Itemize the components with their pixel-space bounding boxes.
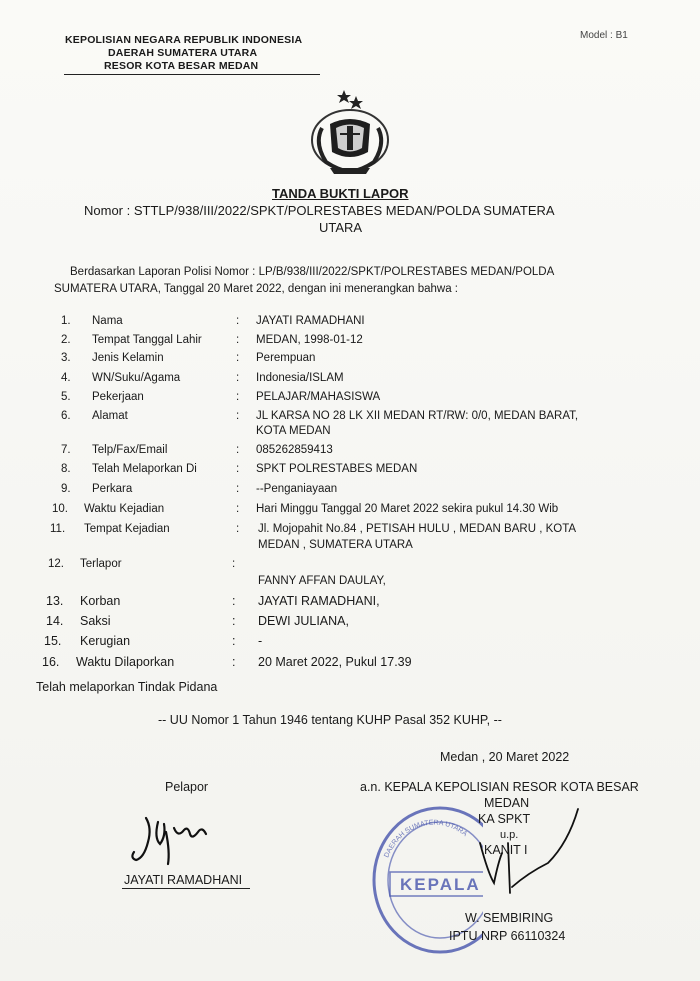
list-item: [0, 352, 700, 370]
item-colon: :: [236, 463, 240, 475]
intro-line-2: SUMATERA UTARA, Tanggal 20 Maret 2022, dengan ini menerangkan bahwa :: [54, 283, 459, 295]
an-line-1: a.n. KEPALA KEPOLISIAN RESOR KOTA BESAR: [360, 780, 639, 794]
item-value: JL KARSA NO 28 LK XII MEDAN RT/RW: 0/0, MEDAN BARAT,: [256, 410, 579, 422]
tindak-pidana-label: Telah melaporkan Tindak Pidana: [36, 680, 218, 694]
item-value: PELAJAR/MAHASISWA: [256, 391, 381, 403]
list-item-continuation: [0, 539, 700, 557]
item-colon: :: [232, 614, 236, 628]
item-value: 20 Maret 2022, Pukul 17.39: [258, 655, 412, 669]
list-item: [0, 315, 700, 333]
item-number: 5.: [61, 391, 71, 403]
item-colon: :: [236, 483, 240, 495]
item-value: MEDAN, 1998-01-12: [256, 334, 363, 346]
item-number: 11.: [50, 523, 66, 535]
list-item: [0, 558, 700, 576]
item-value: SPKT POLRESTABES MEDAN: [256, 463, 418, 475]
item-colon: :: [236, 352, 240, 364]
item-label: Waktu Dilaporkan: [76, 655, 175, 669]
list-item: [0, 463, 700, 481]
item-label: Perkara: [92, 483, 133, 495]
ka-spkt: KA SPKT: [478, 812, 531, 826]
item-label: Jenis Kelamin: [92, 352, 164, 364]
item-value-line-2: MEDAN , SUMATERA UTARA: [258, 539, 413, 551]
item-value: 085262859413: [256, 444, 333, 456]
item-number: 15.: [44, 634, 62, 648]
item-label: Korban: [80, 594, 121, 608]
item-number: 16.: [42, 655, 60, 669]
place-date: Medan , 20 Maret 2022: [440, 750, 570, 764]
item-label: Tempat Tanggal Lahir: [92, 334, 202, 346]
uu-reference: -- UU Nomor 1 Tahun 1946 tentang KUHP Pasal 352 KUHP, --: [158, 713, 502, 727]
list-item: [0, 634, 700, 652]
item-label: Tempat Kejadian: [84, 523, 170, 535]
up-label: u.p.: [500, 829, 519, 841]
item-number: 3.: [61, 352, 71, 364]
pelapor-name: JAYATI RAMADHANI: [124, 873, 243, 887]
item-value: JAYATI RAMADHANI: [256, 315, 365, 327]
item-label: Terlapor: [80, 558, 122, 570]
header-line-1: KEPOLISIAN NEGARA REPUBLIK INDONESIA: [65, 34, 303, 46]
item-number: 4.: [61, 372, 71, 384]
stamp-ring-text: DAERAH SUMATERA UTARA: [383, 819, 469, 859]
item-label: Waktu Kejadian: [84, 503, 165, 515]
list-item: [0, 614, 700, 632]
an-line-2: MEDAN: [484, 796, 530, 810]
item-value: Hari Minggu Tanggal 20 Maret 2022 sekira pukul 14.30 Wib: [256, 503, 559, 515]
item-colon: :: [232, 634, 236, 648]
header-line-2: DAERAH SUMATERA UTARA: [108, 47, 258, 59]
item-label: Alamat: [92, 410, 128, 422]
item-number: 10.: [52, 503, 68, 515]
item-label: Pekerjaan: [92, 391, 144, 403]
item-value: Perempuan: [256, 352, 316, 364]
item-value: JAYATI RAMADHANI,: [258, 594, 380, 608]
list-item: [0, 483, 700, 501]
item-number: 2.: [61, 334, 71, 346]
list-item: [0, 391, 700, 409]
item-value: --Penganiayaan: [256, 483, 338, 495]
item-colon: :: [236, 315, 240, 327]
item-value-line-2: FANNY AFFAN DAULAY,: [258, 575, 386, 587]
item-colon: :: [232, 558, 236, 570]
pelapor-label: Pelapor: [165, 780, 209, 794]
officer-signature: [468, 803, 598, 908]
model-label: Model : B1: [580, 30, 628, 41]
item-colon: :: [232, 655, 236, 669]
list-item: [0, 594, 700, 612]
item-value: Jl. Mojopahit No.84 , PETISAH HULU , MEDAN BARU , KOTA: [258, 523, 577, 535]
item-label: Nama: [92, 315, 123, 327]
item-number: 12.: [48, 558, 64, 570]
item-colon: :: [236, 372, 240, 384]
list-item: [0, 334, 700, 352]
list-item-continuation: [0, 425, 700, 443]
item-colon: :: [236, 391, 240, 403]
item-colon: :: [236, 334, 240, 346]
item-number: 14.: [46, 614, 64, 628]
list-item: [0, 503, 700, 521]
item-colon: :: [236, 410, 240, 422]
item-colon: :: [236, 503, 240, 515]
item-colon: :: [236, 523, 240, 535]
officer-nrp: IPTU NRP 66110324: [449, 929, 566, 943]
item-value-line-2: KOTA MEDAN: [256, 425, 331, 437]
item-number: 8.: [61, 463, 71, 475]
item-label: Saksi: [80, 614, 111, 628]
item-number: 7.: [61, 444, 71, 456]
item-number: 13.: [46, 594, 64, 608]
item-label: Telp/Fax/Email: [92, 444, 168, 456]
officer-name: W. SEMBIRING: [465, 911, 554, 925]
item-colon: :: [236, 444, 240, 456]
item-label: Kerugian: [80, 634, 131, 648]
item-number: 9.: [61, 483, 71, 495]
list-item: [0, 372, 700, 390]
item-value: DEWI JULIANA,: [258, 614, 349, 628]
kanit-label: KANIT I: [484, 843, 528, 857]
item-colon: :: [232, 594, 236, 608]
item-value: -: [258, 634, 263, 648]
item-label: WN/Suku/Agama: [92, 372, 181, 384]
item-number: 6.: [61, 410, 71, 422]
pelapor-name-underline: [122, 888, 250, 889]
stamp-text: KEPALA: [400, 875, 481, 894]
polri-emblem-icon: [300, 88, 400, 178]
nomor-line-2: UTARA: [319, 220, 363, 235]
nomor-line-1: Nomor : STTLP/938/III/2022/SPKT/POLRESTABES MEDAN/POLDA SUMATERA: [84, 203, 555, 218]
header-underline: [64, 74, 320, 75]
header-line-3: RESOR KOTA BESAR MEDAN: [104, 60, 259, 72]
intro-line-1: Berdasarkan Laporan Polisi Nomor : LP/B/938/III/2022/SPKT/POLRESTABES MEDAN/POLDA: [70, 266, 555, 278]
item-number: 1.: [61, 315, 71, 327]
list-item: [0, 444, 700, 462]
list-item-continuation: [0, 575, 700, 593]
item-label: Telah Melaporkan Di: [92, 463, 197, 475]
pelapor-signature: [118, 808, 218, 868]
item-value: Indonesia/ISLAM: [256, 372, 344, 384]
document-title: TANDA BUKTI LAPOR: [272, 186, 409, 201]
list-item: [0, 655, 700, 673]
